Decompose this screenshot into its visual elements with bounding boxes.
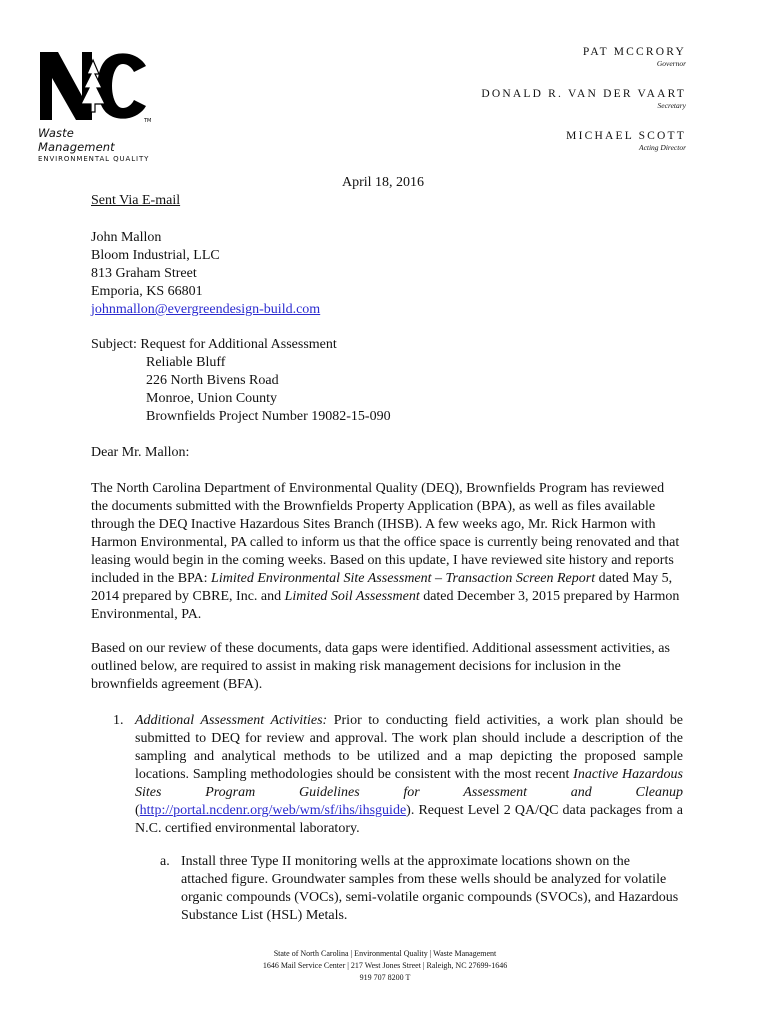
official-title: Secretary bbox=[657, 101, 686, 110]
report-title-2: Limited Soil Assessment bbox=[284, 589, 420, 604]
svg-text:TM: TM bbox=[144, 118, 152, 124]
subject-project: Brownfields Project Number 19082-15-090 bbox=[146, 409, 391, 424]
item-text-3: ). Request Level 2 QA/QC data packages from a N.C. certified environmental laboratory. bbox=[135, 803, 683, 836]
footer-line-1: State of North Carolina | Environmental Quality | Waste Management bbox=[273, 949, 497, 958]
subject-county: Monroe, Union County bbox=[146, 391, 278, 406]
report-title-1: Limited Environmental Site Assessment – Transaction Screen Report bbox=[211, 571, 596, 586]
official-governor bbox=[481, 46, 686, 68]
recipient-street: 813 Graham Street bbox=[91, 266, 197, 281]
paragraph-data-gaps: Based on our review of these documents, data gaps were identified. Additional assessment activities, as outlined below, are required to assist in making risk management decisions for inclusion in the brownfields agreement (BFA). bbox=[91, 641, 670, 692]
list-item-a-text: Install three Type II monitoring wells at the approximate locations shown on the attached figure. Groundwater samples from these wells should be analyzed for volatile organic compounds (VOCs), semi-volatile organic compounds (SVOCs), and Hazardous Substance List (HSL) Metals. bbox=[181, 854, 679, 923]
logo-title: Waste Management bbox=[38, 126, 115, 154]
recipient-city: Emporia, KS 66801 bbox=[91, 284, 203, 299]
item-heading: Additional Assessment Activities: bbox=[135, 713, 328, 728]
footer-line-3: 919 707 8200 T bbox=[359, 973, 411, 982]
guidelines-link[interactable]: http://portal.ncdenr.org/web/wm/sf/ihs/ihsguide bbox=[139, 803, 407, 818]
subject-address: 226 North Bivens Road bbox=[146, 373, 279, 388]
list-number: 1. bbox=[113, 713, 124, 728]
official-name: DONALD R. VAN DER VAART bbox=[481, 88, 686, 100]
official-secretary bbox=[481, 88, 686, 110]
officials-block bbox=[481, 46, 686, 172]
para1-text-2: dated May 5, 2014 prepared by CBRE, Inc. and bbox=[91, 571, 673, 604]
official-title: Governor bbox=[656, 59, 686, 68]
paragraph-review bbox=[91, 480, 683, 624]
recipient-company: Bloom Industrial, LLC bbox=[91, 248, 220, 263]
official-director bbox=[481, 130, 686, 152]
official-title: Acting Director bbox=[638, 143, 686, 152]
list-letter: a. bbox=[160, 854, 170, 869]
official-name: PAT MCCRORY bbox=[582, 46, 686, 58]
para1-text-3: dated December 3, 2015 prepared by Harmon Environmental, PA. bbox=[91, 589, 680, 622]
list-item-text bbox=[135, 712, 683, 838]
logo-subtitle: ENVIRONMENTAL QUALITY bbox=[38, 155, 150, 163]
recipient-address bbox=[91, 229, 683, 319]
item-text-1: Prior to conducting field activities, a work plan should be submitted to DEQ for review and approval. The work plan should include a description of the sampling and analytical methods to be utilized and a map depicting the proposed sample locations. Sampling methodologies should be consistent with the most recent bbox=[135, 713, 683, 782]
subject-site: Reliable Bluff bbox=[146, 355, 226, 370]
para1-text: The North Carolina Department of Environmental Quality (DEQ), Brownfields Program has reviewed the documents submitted with the Brownfields Property Application (BPA), as well as files available through the DEQ Inactive Hazardous Sites Branch (IHSB). A few weeks ago, Mr. Rick Harmon with Harmon Environmental, PA called to inform us that the office space is currently being renovated and that leasing would begin in the coming weeks. Based on this update, I have reviewed site history and reports included in the BPA: bbox=[91, 481, 680, 586]
guidelines-title: Inactive Hazardous Sites Program Guidelines for Assessment and Cleanup bbox=[135, 767, 683, 800]
list-item-a bbox=[160, 853, 680, 925]
recipient-name: John Mallon bbox=[91, 230, 162, 245]
footer bbox=[0, 948, 770, 984]
nc-logo-icon bbox=[38, 48, 150, 124]
letter-date: April 18, 2016 bbox=[342, 175, 425, 190]
subject-label: Subject: Request for Additional Assessment bbox=[91, 337, 337, 352]
official-name: MICHAEL SCOTT bbox=[566, 130, 686, 142]
delivery-method: Sent Via E-mail bbox=[91, 193, 181, 208]
list-item-1 bbox=[113, 712, 683, 838]
nc-logo bbox=[38, 48, 150, 163]
item-text-2: ( bbox=[135, 803, 140, 818]
recipient-email-link[interactable]: johnmallon@evergreendesign-build.com bbox=[91, 302, 321, 317]
greeting: Dear Mr. Mallon: bbox=[91, 445, 190, 460]
subject-block bbox=[91, 336, 683, 426]
footer-line-2: 1646 Mail Service Center | 217 West Jones Street | Raleigh, NC 27699-1646 bbox=[262, 961, 508, 970]
